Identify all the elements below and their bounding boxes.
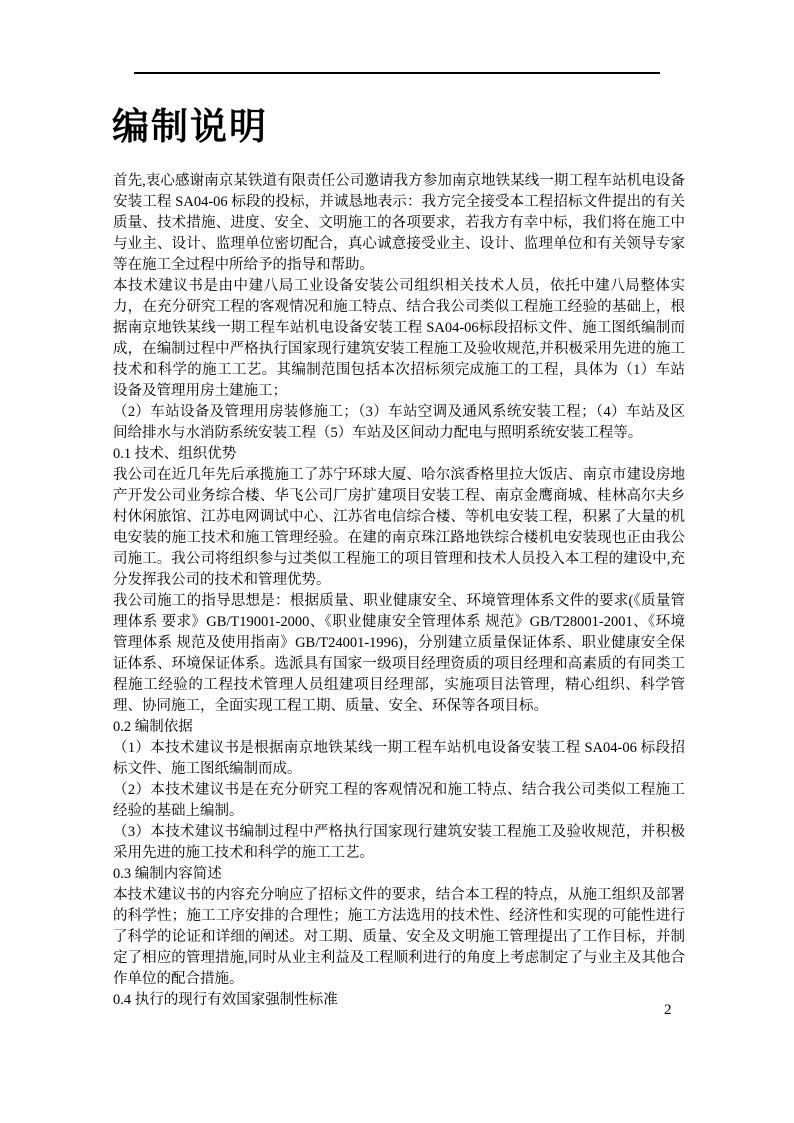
section-heading-0-2: 0.2 编制依据 (113, 719, 193, 735)
content-summary-paragraph: 本技术建议书的内容充分响应了招标文件的要求，结合本工程的特点，从施工组织及部署的科学性；施工工序安排的合理性；施工方法选用的技术性、经济性和实现的可能性进行了科学的论证和详细的阐述。对工期、质量、安全及文明施工管理提出了工作目标，并制定了相应的管理措施,同时从业主利益及工程顺利进行的角度上考虑制定了与业主及其他合作单位的配合措施。 (113, 887, 685, 987)
basis-item-2-paragraph: （2）本技术建议书是在充分研究工程的客观情况和施工特点、结合我公司类似工程施工经验的基础上编制。 (113, 782, 685, 819)
guiding-principles-paragraph: 我公司施工的指导思想是：根据质量、职业健康安全、环境管理体系文件的要求(《质量管理体系 要求》GB/T19001-2000、《职业健康安全管理体系 规范》GB/T28001-2001、《环境管理体系 规范及使用指南》GB/T24001-1996)，分别建立质量保证体系、职业健康安全保证体系、环境保证体系。选派具有国家一级项目经理资质的项目经理和高素质的有同类工程施工经验的工程技术管理人员组建项目经理部，实施项目法管理，精心组织、科学管理、协同施工，全面实现工程工期、质量、安全、环保等各项目标。 (113, 593, 685, 714)
page-number: 2 (664, 1002, 672, 1018)
document-body (113, 171, 685, 1011)
company-experience-paragraph: 我公司在近几年先后承揽施工了苏宁环球大厦、哈尔滨香格里拉大饭店、南京市建设房地产开发公司业务综合楼、华飞公司厂房扩建项目安装工程、南京金鹰商城、桂林高尔夫乡村休闲旅馆、江苏电网调试中心、江苏省电信综合楼、等机电安装工程，积累了大量的机电安装的施工技术和施工管理经验。在建的南京珠江路地铁综合楼机电安装现也正由我公司施工。我公司将组织参与过类似工程施工的项目管理和技术人员投入本工程的建设中,充分发挥我公司的技术和管理优势。 (113, 467, 685, 588)
scope-items-paragraph: （2）车站设备及管理用房装修施工；（3）车站空调及通风系统安装工程；（4）车站及区间给排水与水消防系统安装工程（5）车站及区间动力配电与照明系统安装工程等。 (113, 404, 685, 441)
basis-item-1-paragraph: （1）本技术建议书是根据南京地铁某线一期工程车站机电设备安装工程 SA04-06 标段招标文件、施工图纸编制而成。 (113, 740, 685, 777)
page-title: 编制说明 (112, 107, 268, 148)
section-heading-0-1: 0.1 技术、组织优势 (113, 446, 237, 462)
proposal-basis-paragraph: 本技术建议书是由中建八局工业设备安装公司组织相关技术人员，依托中建八局整体实力，在充分研究工程的客观情况和施工特点、结合我公司类似工程施工经验的基础上，根据南京地铁某线一期工程车站机电设备安装工程 SA04-06标段招标文件、施工图纸编制而成，在编制过程中严格执行国家现行建筑安装工程施工及验收规范,并积极采用先进的施工技术和科学的施工工艺。其编制范围包括本次招标须完成施工的工程，具体为（1）车站设备及管理用房土建施工； (113, 278, 685, 399)
section-heading-0-3: 0.3 编制内容简述 (113, 866, 222, 882)
section-heading-0-4: 0.4 执行的现行有效国家强制性标准 (113, 992, 338, 1008)
basis-item-3-paragraph: （3）本技术建议书编制过程中严格执行国家现行建筑安装工程施工及验收规范，并积极采用先进的施工技术和科学的施工工艺。 (113, 824, 685, 861)
intro-thanks-paragraph: 首先,衷心感谢南京某铁道有限责任公司邀请我方参加南京地铁某线一期工程车站机电设备安装工程 SA04-06 标段的投标，并诚恳地表示：我方完全接受本工程招标文件提出的有关质量、技术措施、进度、安全、文明施工的各项要求，若我方有幸中标，我们将在施工中与业主、设计、监理单位密切配合，真心诚意接受业主、设计、监理单位和有关领导专家等在施工全过程中所给予的指导和帮助。 (113, 173, 685, 273)
header-rule (134, 72, 660, 74)
